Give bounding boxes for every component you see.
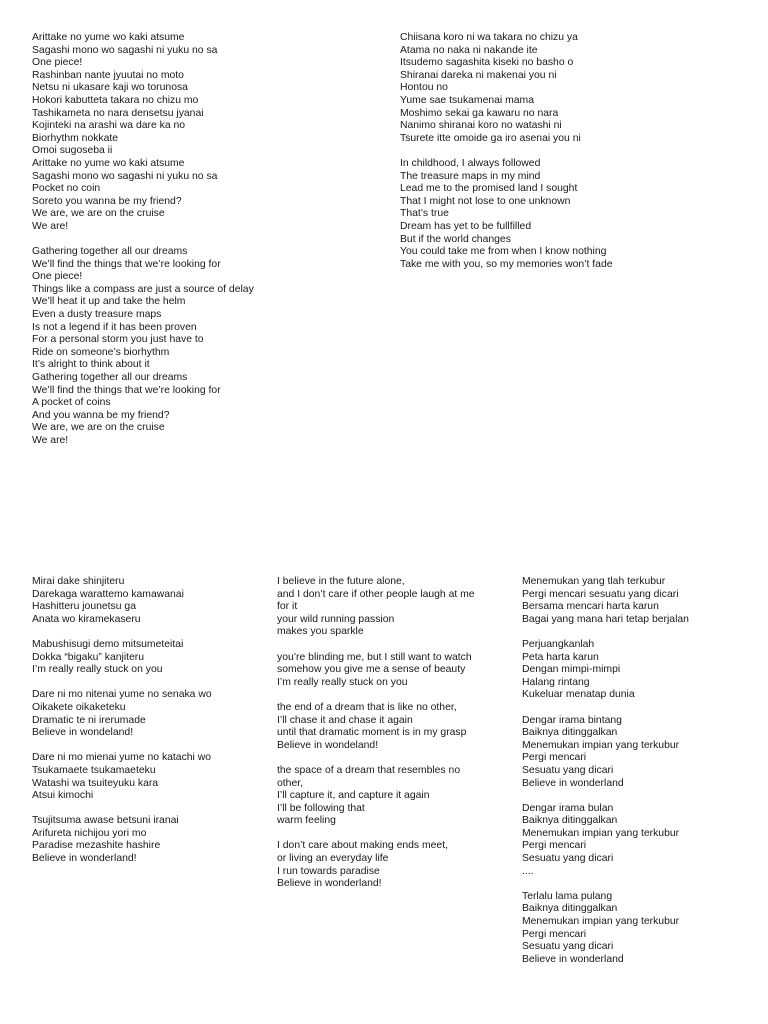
lyric-line: and I don’t care if other people laugh at me: [277, 588, 475, 600]
lyric-line: Itsudemo sagashita kiseki no basho o: [400, 57, 574, 69]
lyric-line: Biorhythm nokkate: [32, 132, 119, 144]
lyric-line: I believe in the future alone,: [277, 576, 405, 587]
lyric-line: Hontou no: [400, 82, 448, 94]
lyric-line: Dokka “bigaku” kanjiteru: [32, 651, 145, 663]
stanza: [277, 702, 497, 752]
lyric-line: Hokori kabutteta takara no chizu mo: [32, 94, 199, 106]
lyric-line: Bersama mencari harta karun: [522, 601, 659, 613]
lyric-line: Believe in wonderland: [522, 953, 624, 965]
lyric-line: It’s alright to think about it: [32, 359, 150, 371]
stanza: [522, 639, 752, 702]
lyric-line: Rashinban nante jyuutai no moto: [32, 69, 184, 81]
lyric-line: One piece!: [32, 57, 83, 69]
lyric-line: Sagashi mono wo sagashi ni yuku no sa: [32, 44, 218, 56]
lyric-line: Believe in wonderland!: [277, 878, 382, 890]
lyric-line: Pergi mencari: [522, 752, 587, 764]
lyric-line: Kukeluar menatap dunia: [522, 689, 635, 701]
lyric-line: Chiisana koro ni wa takara no chizu ya: [400, 32, 578, 43]
lyric-line: Sesuatu yang dicari: [522, 853, 614, 865]
stanza: [32, 639, 262, 677]
stanza: [400, 32, 740, 145]
lyric-line: Shiranai dareka ni makenai you ni: [400, 69, 557, 81]
lyric-line: Gathering together all our dreams: [32, 372, 188, 384]
stanza: [522, 803, 752, 879]
lyric-line: We are, we are on the cruise: [32, 422, 165, 434]
lyric-line: Dengar irama bulan: [522, 802, 614, 814]
lyric-line: Baiknya ditinggalkan: [522, 815, 618, 827]
lyric-line: I don’t care about making ends meet,: [277, 840, 448, 852]
lyric-line: Atsui kimochi: [32, 790, 94, 802]
lyric-line: Menemukan yang tlah terkubur: [522, 576, 666, 587]
lyric-line: Kojinteki na arashi wa dare ka no: [32, 120, 186, 132]
lyric-line: Arittake no yume wo kaki atsume: [32, 32, 185, 43]
lyric-line: Believe in wondeland!: [32, 727, 134, 739]
lyric-line: Tashikameta no nara densetsu jyanai: [32, 107, 204, 119]
lyric-line: Perjuangkanlah: [522, 638, 595, 650]
lyric-line: Baiknya ditinggalkan: [522, 903, 618, 915]
lyric-line: Tsurete itte omoide ga iro asenai you ni: [400, 132, 581, 144]
lyric-line: Hashitteru jounetsu ga: [32, 601, 136, 613]
lyric-line: or living an everyday life: [277, 853, 389, 865]
lyric-line: That I might not lose to one unknown: [400, 195, 571, 207]
lyric-line: Dengar irama bintang: [522, 714, 622, 726]
lyric-line: A pocket of coins: [32, 397, 111, 409]
lyric-line: We’ll find the things that we’re looking for: [32, 258, 221, 270]
lyric-line: Peta harta karun: [522, 651, 599, 663]
lyric-line: We’ll find the things that we’re looking for: [32, 384, 221, 396]
lyric-line: I’ll be following that: [277, 802, 365, 814]
lyric-line: Dramatic te ni irerumade: [32, 714, 146, 726]
lyric-line: Arifureta nichijou yori mo: [32, 827, 147, 839]
lyrics-column-bottom-right: [522, 576, 752, 966]
lyric-line: Pergi mencari: [522, 840, 587, 852]
stanza: [277, 576, 497, 639]
stanza: [522, 715, 752, 791]
lyric-line: Believe in wondeland!: [277, 739, 379, 751]
lyric-line: you’re blinding me, but I still want to watch: [277, 651, 472, 663]
lyric-line: Dream has yet to be fullfilled: [400, 220, 532, 232]
lyric-line: Oikakete oikaketeku: [32, 701, 126, 713]
lyric-line: Moshimo sekai ga kawaru no nara: [400, 107, 559, 119]
lyric-line: Bagai yang mana hari tetap berjalan: [522, 613, 689, 625]
lyric-line: But if the world changes: [400, 233, 511, 245]
lyric-line: Sesuatu yang dicari: [522, 764, 614, 776]
lyric-line: I’ll chase it and chase it again: [277, 714, 413, 726]
lyric-line: Terlalu lama pulang: [522, 890, 613, 902]
stanza: [277, 765, 497, 828]
lyric-line: Tsukamaete tsukamaeteku: [32, 764, 156, 776]
lyric-line: I’m really really stuck on you: [277, 676, 408, 688]
stanza: [32, 246, 372, 448]
lyric-line: Atama no naka ni nakande ite: [400, 44, 538, 56]
lyric-line: Sesuatu yang dicari: [522, 941, 614, 953]
lyric-line: One piece!: [32, 271, 83, 283]
lyric-line: Paradise mezashite hashire: [32, 840, 161, 852]
lyric-line: other,: [277, 777, 303, 789]
lyric-line: Menemukan impian yang terkubur: [522, 916, 680, 928]
lyric-line: Lead me to the promised land I sought: [400, 183, 578, 195]
lyric-line: for it: [277, 601, 298, 613]
stanza: [522, 576, 752, 626]
lyric-line: the end of a dream that is like no other,: [277, 701, 457, 713]
lyric-line: Pergi mencari: [522, 928, 587, 940]
lyric-line: Dengan mimpi-mimpi: [522, 664, 621, 676]
lyric-line: Tsujitsuma awase betsuni iranai: [32, 815, 179, 827]
lyric-line: Baiknya ditinggalkan: [522, 727, 618, 739]
stanza: [522, 891, 752, 967]
lyric-line: I’m really really stuck on you: [32, 664, 163, 676]
lyric-line: Dare ni mo nitenai yume no senaka wo: [32, 689, 212, 701]
lyric-line: I’ll capture it, and capture it again: [277, 790, 430, 802]
lyric-line: And you wanna be my friend?: [32, 409, 170, 421]
lyric-line: I run towards paradise: [277, 865, 380, 877]
stanza: [277, 652, 497, 690]
lyric-line: Even a dusty treasure maps: [32, 309, 162, 321]
lyric-line: ....: [522, 865, 534, 877]
lyric-line: makes you sparkle: [277, 626, 364, 638]
lyric-line: In childhood, I always followed: [400, 157, 541, 169]
lyric-line: Netsu ni ukasare kaji wo torunosa: [32, 82, 188, 94]
stanza: [277, 840, 497, 890]
lyric-line: your wild running passion: [277, 613, 395, 625]
lyric-line: the space of a dream that resembles no: [277, 764, 461, 776]
lyric-line: The treasure maps in my mind: [400, 170, 541, 182]
stanza: [400, 158, 740, 271]
lyric-line: Yume sae tsukamenai mama: [400, 94, 534, 106]
lyric-line: Arittake no yume wo kaki atsume: [32, 157, 185, 169]
lyric-line: We’ll heat it up and take the helm: [32, 296, 186, 308]
lyric-line: Halang rintang: [522, 676, 590, 688]
lyric-line: We are, we are on the cruise: [32, 208, 165, 220]
lyric-line: Take me with you, so my memories won’t fade: [400, 258, 613, 270]
lyric-line: We are!: [32, 435, 69, 446]
lyric-line: For a personal storm you just have to: [32, 334, 204, 346]
lyric-line: Soreto you wanna be my friend?: [32, 195, 182, 207]
lyric-line: Mirai dake shinjiteru: [32, 576, 125, 587]
lyric-line: Things like a compass are just a source of delay: [32, 283, 254, 295]
lyric-line: until that dramatic moment is in my grasp: [277, 727, 467, 739]
lyric-line: Sagashi mono wo sagashi ni yuku no sa: [32, 170, 218, 182]
lyric-line: Believe in wonderland: [522, 777, 624, 789]
lyric-line: Omoi sugoseba ii: [32, 145, 113, 157]
lyrics-column-bottom-middle: [277, 576, 497, 891]
lyrics-column-bottom-left: [32, 576, 262, 866]
lyric-line: Menemukan impian yang terkubur: [522, 827, 680, 839]
stanza: [32, 32, 372, 234]
lyric-line: Pergi mencari sesuatu yang dicari: [522, 588, 679, 600]
lyric-line: somehow you give me a sense of beauty: [277, 664, 466, 676]
lyric-line: Is not a legend if it has been proven: [32, 321, 197, 333]
lyric-line: Believe in wonderland!: [32, 853, 137, 865]
lyric-line: Darekaga warattemo kamawanai: [32, 588, 184, 600]
lyric-line: You could take me from when I know nothing: [400, 246, 607, 258]
lyric-line: Pocket no coin: [32, 183, 101, 195]
lyric-line: Dare ni mo mienai yume no katachi wo: [32, 752, 212, 764]
stanza: [32, 815, 262, 865]
lyric-line: That’s true: [400, 208, 449, 220]
lyric-line: We are!: [32, 220, 69, 232]
stanza: [32, 689, 262, 739]
lyric-line: Gathering together all our dreams: [32, 246, 188, 258]
lyrics-column-top-left: [32, 32, 372, 448]
lyric-line: Anata wo kiramekaseru: [32, 613, 141, 625]
lyric-line: Menemukan impian yang terkubur: [522, 739, 680, 751]
lyric-line: Ride on someone’s biorhythm: [32, 346, 170, 358]
lyric-line: warm feeling: [277, 815, 336, 827]
lyric-line: Mabushisugi demo mitsumeteitai: [32, 638, 184, 650]
stanza: [32, 576, 262, 626]
lyric-line: Nanimo shiranai koro no watashi ni: [400, 120, 562, 132]
lyric-line: Watashi wa tsuiteyuku kara: [32, 777, 159, 789]
lyrics-column-top-right: [400, 32, 740, 271]
stanza: [32, 752, 262, 802]
